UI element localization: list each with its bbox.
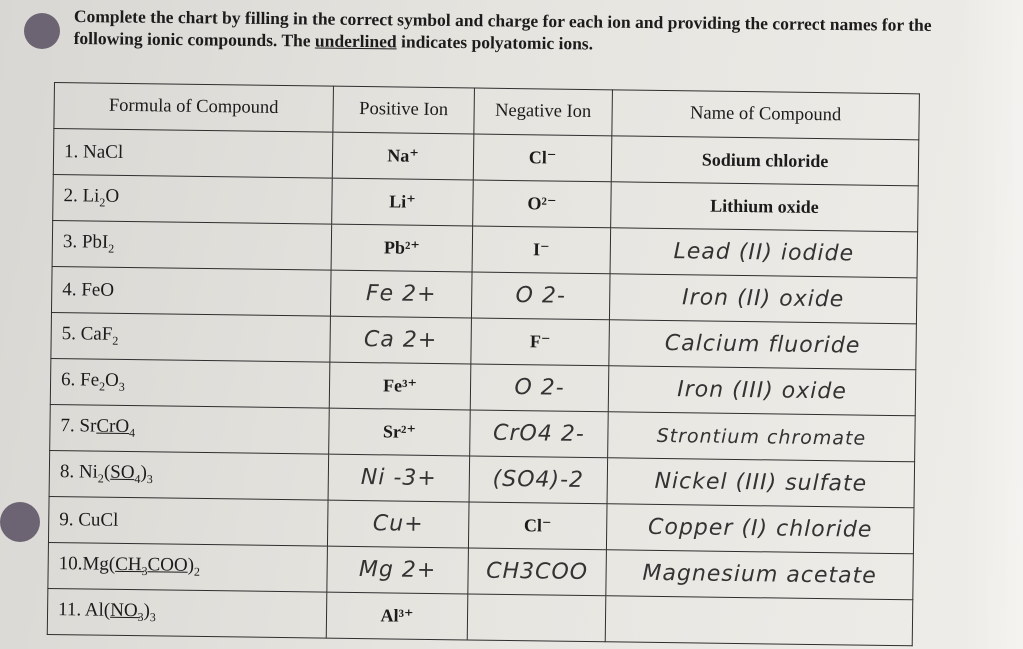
negative-ion-cell[interactable]: I⁻ [472,226,611,274]
compound-name-cell[interactable]: Sodium chloride [611,136,919,186]
compound-name-cell[interactable]: Calcium fluoride [609,320,917,370]
compound-name-cell[interactable]: Iron (II) oxide [609,274,917,324]
row-number: 11. [57,599,82,621]
formula-cell: 5. CaF$_2$ [51,312,331,362]
compound-name-cell[interactable]: Iron (III) oxide [608,366,916,416]
formula-cell: 7. SrCrO$_4$ [50,404,330,454]
positive-ion-cell[interactable]: Al³⁺ [326,592,468,640]
ion-chart-table [47,82,920,646]
formula-cell: 1. NaCl [53,129,333,179]
paper-glare [963,0,1023,649]
formula-cell: 9. CuCl [48,496,328,546]
compound-name-cell[interactable]: Magnesium acetate [606,550,914,600]
negative-ion-cell[interactable]: O 2- [471,272,610,320]
row-number: 10. [58,553,83,575]
negative-ion-cell[interactable]: CH3COO [468,548,607,596]
compound-name-cell[interactable]: Strontium chromate [608,412,916,462]
negative-ion-cell[interactable]: O 2- [470,364,609,412]
instructions-part1: Complete the chart by filling in the correct symbol and charge for each ion and providing the correct names for the following ionic compounds. The [73,5,932,51]
header-positive-ion: Positive Ion [333,86,475,134]
row-number: 6. [60,369,76,391]
positive-ion-cell[interactable]: Ni -3+ [328,454,470,502]
formula-cell: 2. $Li_2O$ [53,174,333,224]
formula-cell: 11. $Al(NO_3)_3$ [47,588,327,638]
negative-ion-cell[interactable] [467,594,606,642]
negative-ion-cell[interactable]: F⁻ [471,318,610,366]
formula-cell: 3. PbI$_2$ [52,220,332,270]
negative-ion-cell[interactable]: Cl⁻ [473,134,612,182]
formula-cell: 8. $Ni_2(SO_4)_3$ [49,450,329,500]
negative-ion-cell[interactable]: CrO4 2- [470,410,609,458]
compound-name-cell[interactable]: Lead (II) iodide [610,228,918,278]
instructions-text [74,5,934,58]
header-formula: Formula of Compound [54,83,334,133]
positive-ion-cell[interactable]: Mg 2+ [327,546,469,594]
row-number: 5. [61,323,77,345]
negative-ion-cell[interactable]: O²⁻ [473,180,612,228]
instructions-part2: indicates polyatomic ions. [396,31,594,54]
formula-cell: 4. FeO [51,266,331,316]
compound-name-cell[interactable] [605,596,913,646]
compound-name-cell[interactable]: Lithium oxide [611,182,919,232]
positive-ion-cell[interactable]: Na⁺ [332,132,474,180]
header-name: Name of Compound [612,90,920,140]
positive-ion-cell[interactable]: Ca 2+ [330,316,472,364]
positive-ion-cell[interactable]: Cu+ [327,500,469,548]
instructions-underlined: underlined [314,30,397,52]
formula-cell: 6. $Fe_2O_3$ [50,358,330,408]
negative-ion-cell[interactable]: (SO4)-2 [469,456,608,504]
binder-hole-bottom [0,502,40,542]
row-number: 4. [62,278,77,300]
row-number: 3. [62,231,78,253]
compound-name-cell[interactable]: Nickel (III) sulfate [607,458,915,508]
header-negative-ion: Negative Ion [474,88,613,136]
formula-cell: $10.Mg(CH_3COO)_2$ [48,542,328,592]
negative-ion-cell[interactable]: Cl⁻ [468,502,607,550]
binder-hole-top [24,13,60,49]
positive-ion-cell[interactable]: Fe 2+ [330,270,472,318]
row-number: 7. [60,415,75,437]
positive-ion-cell[interactable]: Li⁺ [332,178,474,226]
row-number: 8. [59,461,75,483]
row-number: 9. [59,508,74,530]
positive-ion-cell[interactable]: Fe³⁺ [329,362,471,410]
positive-ion-cell[interactable]: Sr²⁺ [329,408,471,456]
row-number: 2. [63,185,78,207]
positive-ion-cell[interactable]: Pb²⁺ [331,224,473,272]
row-number: 1. [63,140,79,162]
compound-name-cell[interactable]: Copper (I) chloride [606,504,914,554]
